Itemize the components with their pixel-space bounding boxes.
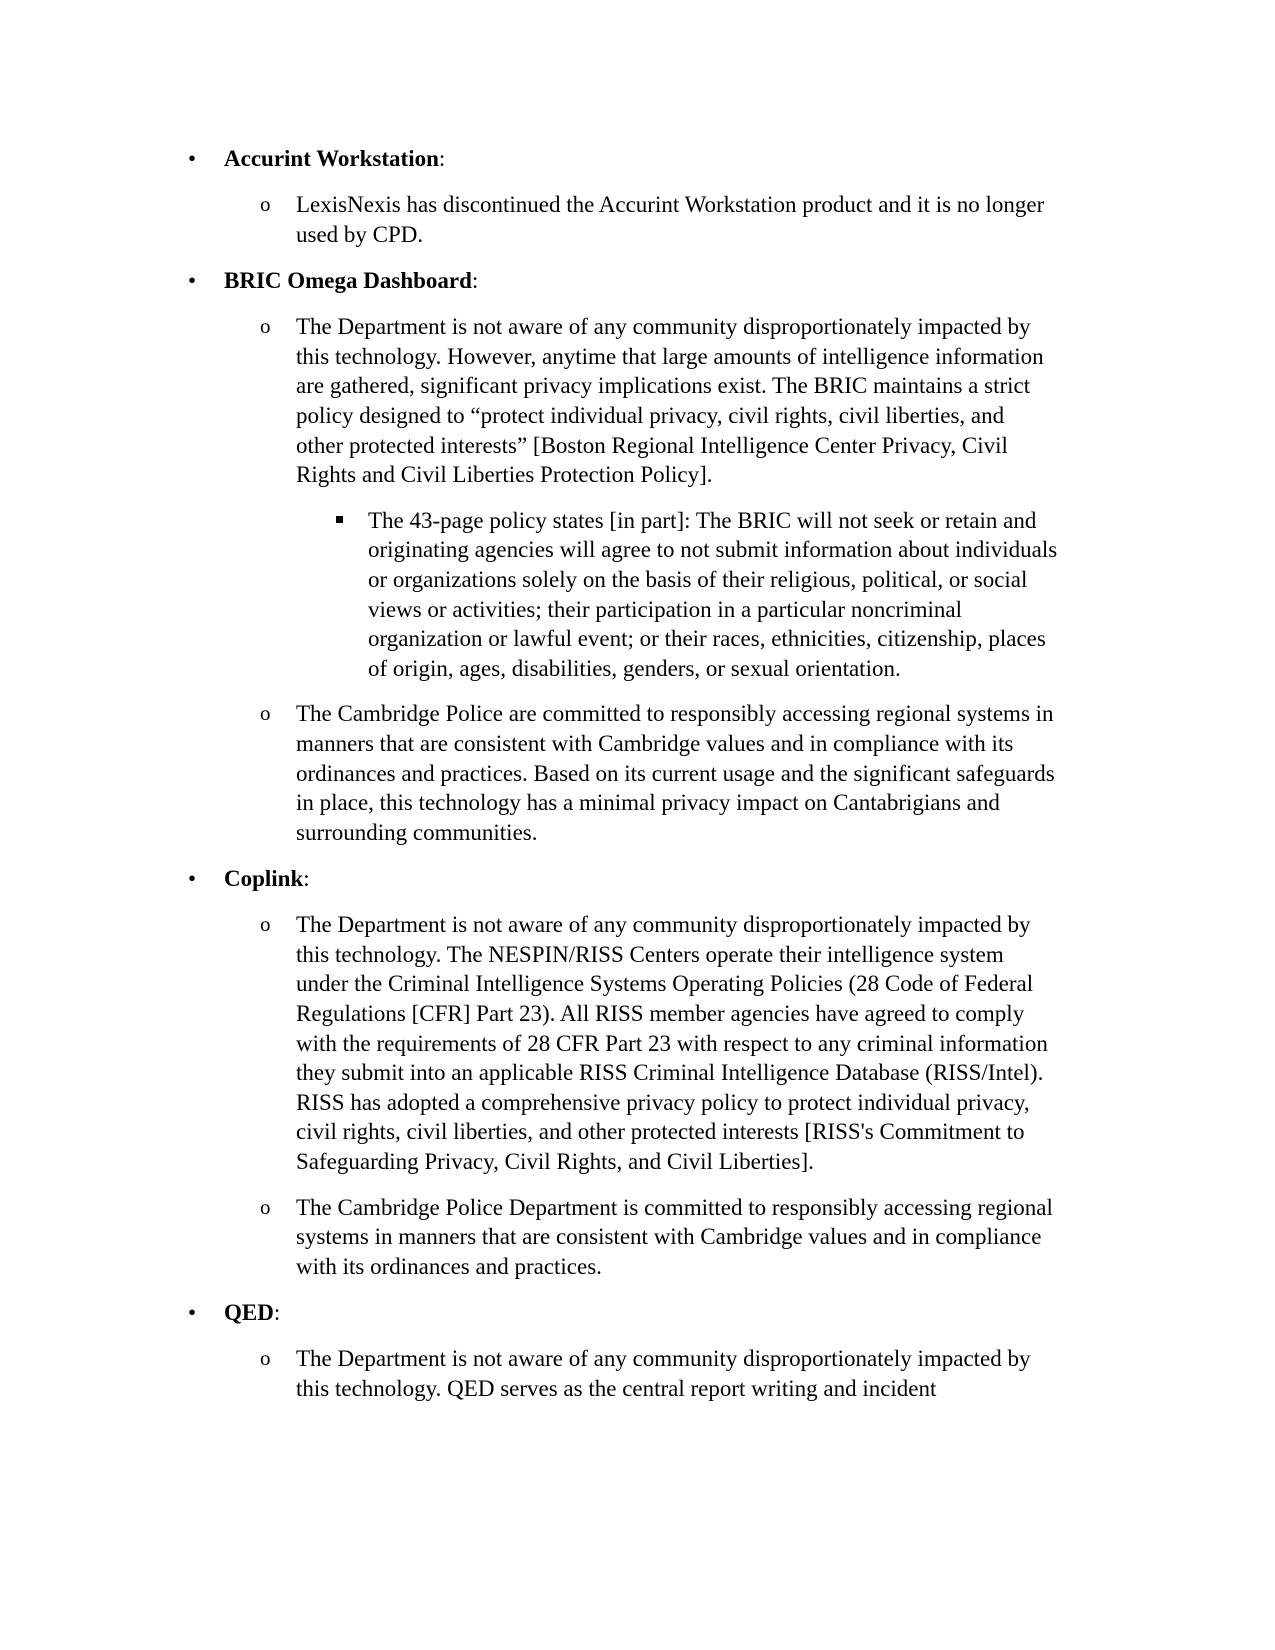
heading-colon: : <box>273 1300 281 1326</box>
section-heading <box>188 144 1128 174</box>
list-item <box>260 190 1128 249</box>
text-line: policy designed to “protect individual privacy, civil rights, civil liberties, and <box>296 402 1005 428</box>
text-line: The Cambridge Police are committed to responsibly accessing regional systems in <box>296 701 1054 727</box>
heading-colon: : <box>438 146 446 171</box>
text-line: Rights and Civil Liberties Protection Policy]. <box>296 462 713 488</box>
document-body <box>188 144 1128 1404</box>
heading-colon: : <box>303 866 310 892</box>
text-line: originating agencies will agree to not submit information about individuals <box>368 537 1058 563</box>
text-line: The Department is not aware of any community disproportionately impacted by <box>296 314 1031 340</box>
section-4 <box>188 1298 1128 1403</box>
section-title: Accurint Workstation <box>224 146 439 171</box>
text-line: this technology. However, anytime that large amounts of intelligence information <box>296 343 1044 369</box>
text-line: organization or lawful event; or their races, ethnicities, citizenship, places <box>368 626 1046 652</box>
text-line: or organizations solely on the basis of their religious, political, or social <box>368 566 1028 592</box>
bullet-dot-icon: • <box>188 268 197 294</box>
text-line: manners that are consistent with Cambridge values and in compliance with its <box>296 730 1014 756</box>
section-title: BRIC Omega Dashboard <box>224 268 472 294</box>
text-line: The Department is not aware of any community disproportionately impacted by <box>296 1346 1031 1372</box>
paragraph <box>296 1344 1096 1403</box>
paragraph <box>296 312 1096 490</box>
section-heading <box>188 266 1128 296</box>
section-title: Coplink <box>224 866 304 892</box>
list-item <box>260 1344 1128 1403</box>
circle-bullet-icon: o <box>260 1194 271 1219</box>
sub-list <box>188 312 1128 847</box>
text-line: with its ordinances and practices. <box>296 1253 602 1279</box>
paragraph <box>296 910 1096 1176</box>
text-line: surrounding communities. <box>296 819 538 845</box>
section-title: QED <box>224 1300 274 1326</box>
text-line: LexisNexis has discontinued the Accurint Workstation product and it is no longer <box>296 192 1045 217</box>
circle-bullet-icon: o <box>260 912 271 937</box>
bullet-dot-icon: • <box>188 146 197 171</box>
text-line: systems in manners that are consistent with Cambridge values and in compliance <box>296 1224 1042 1250</box>
circle-bullet-icon: o <box>260 1346 271 1371</box>
text-line: Safeguarding Privacy, Civil Rights, and Civil Liberties]. <box>296 1149 814 1175</box>
paragraph <box>296 1193 1096 1282</box>
text-line: used by CPD. <box>296 221 424 247</box>
sub-list <box>188 910 1128 1281</box>
list-item <box>260 699 1128 847</box>
text-line: of origin, ages, disabilities, genders, or sexual orientation. <box>368 655 901 681</box>
text-line: The Cambridge Police Department is committed to responsibly accessing regional <box>296 1194 1053 1220</box>
section-3 <box>188 864 1128 1281</box>
section-heading <box>188 864 1128 894</box>
text-line: this technology. The NESPIN/RISS Centers operate their intelligence system <box>296 941 1004 967</box>
heading-colon: : <box>471 268 479 294</box>
list-item <box>260 910 1128 1176</box>
text-line: are gathered, significant privacy implications exist. The BRIC maintains a strict <box>296 373 1031 399</box>
text-line: RISS has adopted a comprehensive privacy policy to protect individual privacy, <box>296 1089 1030 1115</box>
paragraph <box>296 699 1096 847</box>
nested-list-item <box>296 506 1128 684</box>
bullet-dot-icon: • <box>188 866 197 892</box>
text-line: with the requirements of 28 CFR Part 23 with respect to any criminal information <box>296 1030 1048 1056</box>
list-item <box>260 312 1128 683</box>
circle-bullet-icon: o <box>260 314 271 339</box>
paragraph <box>296 190 1096 249</box>
square-bullet-icon <box>336 516 343 523</box>
text-line: other protected interests” [Boston Regional Intelligence Center Privacy, Civil <box>296 432 1008 458</box>
text-line: under the Criminal Intelligence Systems Operating Policies (28 Code of Federal <box>296 971 1034 997</box>
text-line: views or activities; their participation in a particular noncriminal <box>368 596 962 622</box>
circle-bullet-icon: o <box>260 192 271 216</box>
text-line: The 43-page policy states [in part]: The BRIC will not seek or retain and <box>368 507 1037 533</box>
section-2 <box>188 266 1128 847</box>
sub-list <box>188 190 1128 249</box>
text-line: civil rights, civil liberties, and other protected interests [RISS's Commitment to <box>296 1119 1025 1145</box>
section-heading <box>188 1298 1128 1328</box>
bullet-dot-icon: • <box>188 1300 197 1326</box>
text-line: The Department is not aware of any community disproportionately impacted by <box>296 912 1031 938</box>
section-1 <box>188 144 1128 249</box>
circle-bullet-icon: o <box>260 701 271 726</box>
text-line: this technology. QED serves as the central report writing and incident <box>296 1376 937 1401</box>
text-line: ordinances and practices. Based on its current usage and the significant safeguards <box>296 760 1055 786</box>
nested-paragraph <box>368 506 1088 684</box>
sub-list <box>188 1344 1128 1403</box>
text-line: in place, this technology has a minimal privacy impact on Cantabrigians and <box>296 790 1000 816</box>
text-line: Regulations [CFR] Part 23). All RISS member agencies have agreed to comply <box>296 1001 1025 1027</box>
list-item <box>260 1193 1128 1282</box>
text-line: they submit into an applicable RISS Criminal Intelligence Database (RISS/Intel). <box>296 1060 1044 1086</box>
